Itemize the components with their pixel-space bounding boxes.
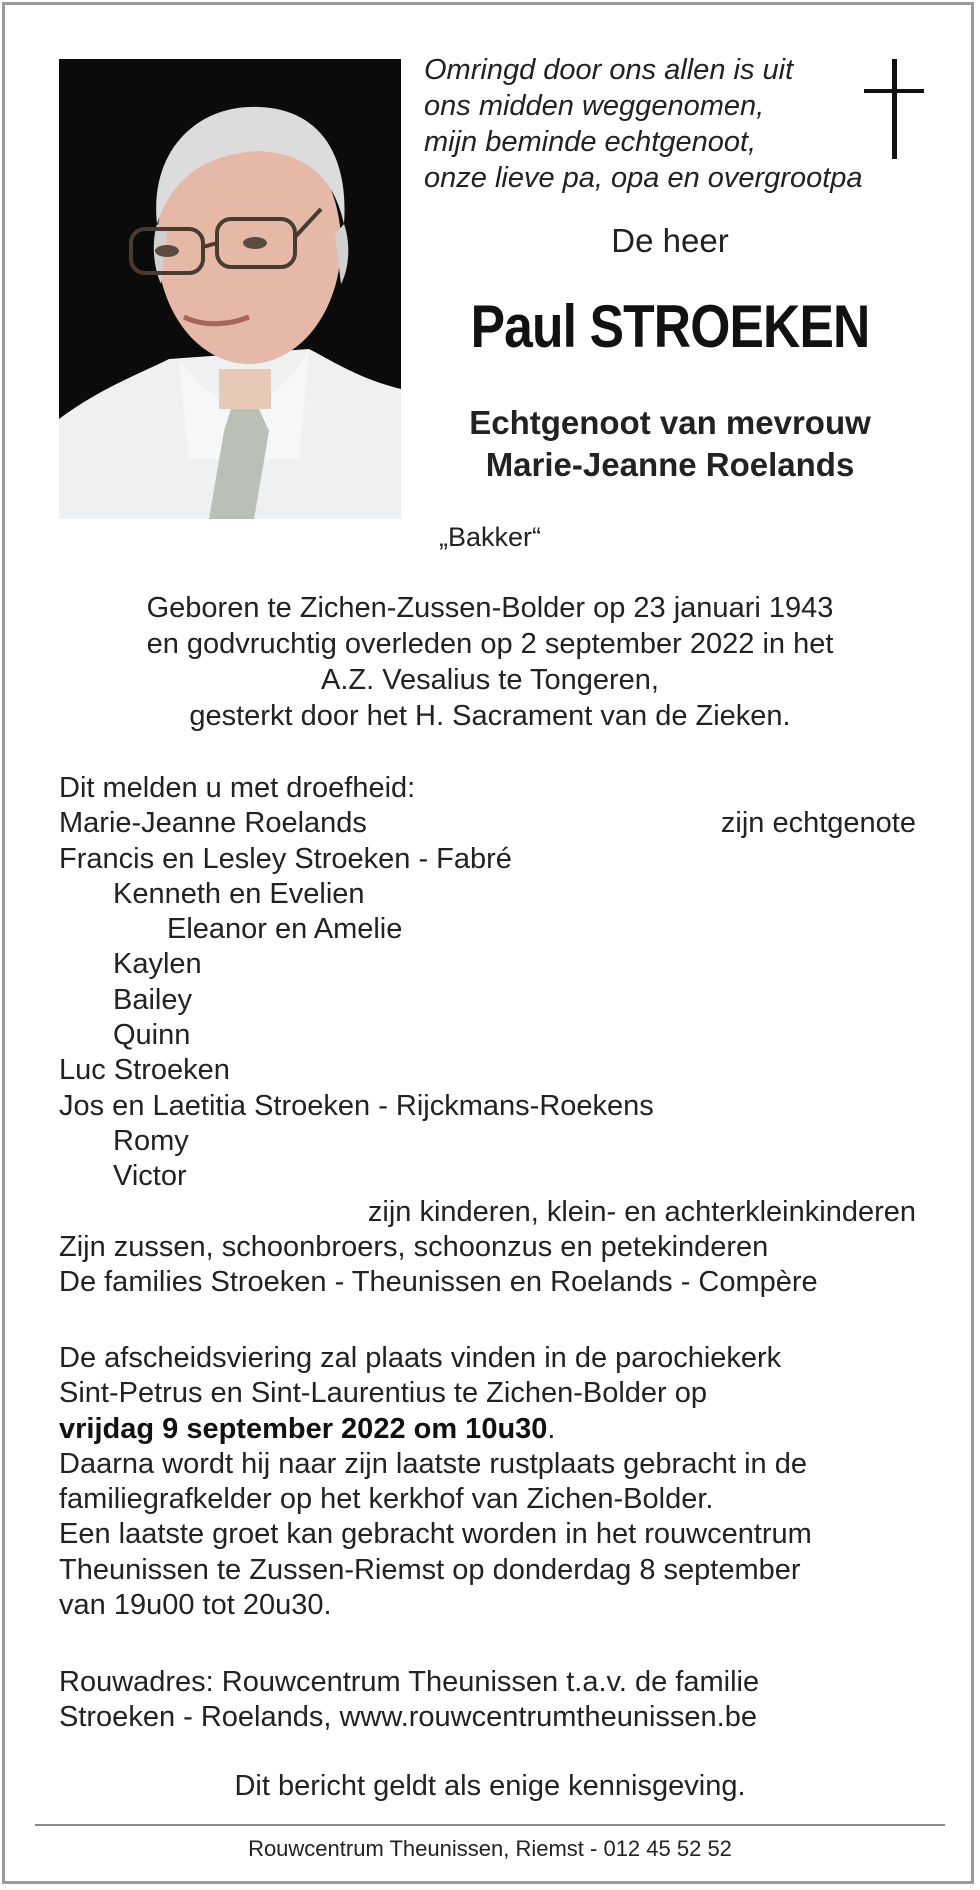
- spouse-line: Echtgenoot van mevrouw: [469, 404, 871, 441]
- divider: [35, 1824, 945, 1826]
- service-line: familiegrafkelder op het kerkhof van Zichen-Bolder.: [59, 1483, 714, 1516]
- family-member: Romy: [113, 1124, 189, 1157]
- poem-line: mijn beminde echtgenoot,: [424, 126, 757, 158]
- family-member: Kaylen: [113, 948, 202, 981]
- family-member: Bailey: [113, 983, 192, 1016]
- service-info: [59, 1341, 929, 1623]
- family-spouse-name: Marie-Jeanne Roelands: [59, 807, 367, 840]
- family-others: De families Stroeken - Theunissen en Roelands - Compère: [59, 1266, 818, 1299]
- notice: Dit bericht geldt als enige kennisgeving.: [234, 1770, 746, 1802]
- family-member: Eleanor en Amelie: [167, 913, 403, 946]
- service-line: Sint-Petrus en Sint-Laurentius te Zichen-Bolder op: [59, 1377, 708, 1410]
- service-line: Theunissen te Zussen-Riemst op donderdag 8 september: [59, 1553, 801, 1586]
- family-member: Quinn: [113, 1019, 191, 1052]
- service-line: Daarna wordt hij naar zijn laatste rustplaats gebracht in de: [59, 1447, 807, 1480]
- family-spouse-row: [59, 806, 929, 841]
- service-date: vrijdag 9 september 2022 om 10u30: [59, 1412, 548, 1445]
- family-spouse-role: zijn echtgenote: [720, 807, 916, 840]
- poem: [424, 52, 904, 196]
- family-others: Zijn zussen, schoonbroers, schoonzus en petekinderen: [59, 1230, 769, 1263]
- address-line: Rouwadres: Rouwcentrum Theunissen t.a.v. de familie: [59, 1666, 760, 1698]
- service-date-suffix: .: [547, 1412, 556, 1445]
- family-intro: Dit melden u met droefheid:: [59, 772, 416, 804]
- family-member: Victor: [113, 1160, 187, 1193]
- spouse-line: Marie-Jeanne Roelands: [485, 446, 855, 483]
- mourning-address: [59, 1665, 929, 1736]
- deceased-name: Paul STROEKEN: [470, 293, 870, 360]
- birth-death-info: [40, 590, 940, 734]
- portrait-photo: [59, 59, 401, 519]
- family-list: [59, 771, 929, 1300]
- family-member: Francis en Lesley Stroeken - Fabré: [59, 842, 512, 875]
- family-member: Kenneth en Evelien: [113, 877, 365, 910]
- poem-line: onze lieve pa, opa en overgrootpa: [424, 162, 863, 194]
- poem-line: ons midden weggenomen,: [424, 90, 765, 122]
- honorific: De heer: [611, 222, 729, 259]
- service-line: Een laatste groet kan gebracht worden in het rouwcentrum: [59, 1518, 812, 1551]
- address-line: Stroeken - Roelands, www.rouwcentrumtheunissen.be: [59, 1701, 757, 1734]
- children-caption: zijn kinderen, klein- en achterkleinkinderen: [367, 1195, 916, 1228]
- poem-line: Omringd door ons allen is uit: [424, 54, 794, 86]
- service-line: van 19u00 tot 20u30.: [59, 1589, 332, 1622]
- spouse-info: [420, 402, 920, 486]
- family-member: Luc Stroeken: [59, 1054, 230, 1087]
- family-member: Jos en Laetitia Stroeken - Rijckmans-Roekens: [59, 1089, 654, 1122]
- service-date-line: [59, 1412, 929, 1447]
- birth-line: gesterkt door het H. Sacrament van de Zieken.: [189, 700, 791, 732]
- service-line: De afscheidsviering zal plaats vinden in de parochiekerk: [59, 1342, 782, 1374]
- birth-line: Geboren te Zichen-Zussen-Bolder op 23 januari 1943: [146, 592, 834, 624]
- birth-line: A.Z. Vesalius te Tongeren,: [320, 664, 659, 696]
- footer: Rouwcentrum Theunissen, Riemst - 012 45 52 52: [248, 1836, 732, 1861]
- birth-line: en godvruchtig overleden op 2 september 2022 in het: [146, 628, 834, 660]
- nickname: „Bakker“: [438, 522, 541, 552]
